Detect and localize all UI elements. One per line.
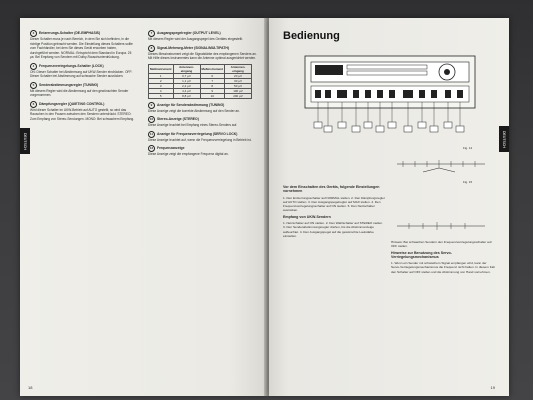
signal-table (148, 64, 252, 99)
section-de-emphasis: 3 Entzerrungs-Schalter (DE-EMPHASIS) Dieser Schalter muss je nach Bereich, in dem Sie sich befinden, in die richtige Position gebracht werden. Die Einstellung dieses Schalters sollte vom Fachhändler, bei dem Sie dieses Gerät erworben haben, durchgeführt werden. NORMAL: Entspricht dem Standard in Europa. 25 µs: Bei Empfang von Sendern mit Dolby-Rauschunterdrückung. (30, 31, 133, 59)
right-column-2: Hinweis: Bei schwachen Sendern den Frequenzverriegelungsschalter auf OFF stellen. Hinweise zur Benutzung des Servo-Verriegelungsmechanismus 1. Wenn ein Sender mit schwachem Signal empfangen wird, kann der Servo-Verriegelungsmechanismus die Frequenz nicht halten. In diesem Fall den Schalter auf OFF stellen und die Abstimmung von Hand vornehmen. (391, 240, 495, 274)
section-signal-meter: 8 Signal-Mehrweg-Meter (SIGNAL/MULTIPATH) Dieses Messinstrument zeigt die Signalstärke des empfangenen Senders an. Mit Hilfe dieses Instrumentes kann die Antenne optimal ausgerichtet werden. (148, 45, 257, 60)
left-page (20, 18, 267, 396)
section-tuning-indicator: 9 Anzeige für Senderabstimmung (TUNING) Diese Anzeige zeigt die korrekte Abstimmung auf den Sender an. (148, 102, 240, 113)
left-column-1 (30, 30, 134, 124)
right-language-tab: DEUTSCH (499, 126, 509, 152)
figure-label-1: Fig. 14 (463, 146, 473, 150)
page-title: Bedienung (283, 30, 340, 42)
left-language-tab: DEUTSCH (20, 128, 30, 154)
section-output-level: 7 Ausgangspegelregler (OUTPUT LEVEL) Mit diesem Regler wird der Ausgangspegel des Gerätes eingestellt. (148, 31, 243, 41)
section-servo-lock: 11 Anzeige für Frequenzverriegelung (SERVO LOCK) Diese Anzeige leuchtet auf, wenn die Frequenzverriegelung in Betrieb ist. (148, 131, 252, 142)
section-frequency-display: 12 Frequenzanzeige Diese Anzeige zeigt die empfangene Frequenz digital an. (148, 146, 229, 156)
section-stereo-indicator: 10 Stereo-Anzeige (STEREO) Diese Anzeige leuchtet bei Empfang eines Stereo-Senders auf. (148, 117, 238, 127)
signal-table-header: Meßinstrument Antennen-eingang Meßinstrument Antennen-eingang (149, 64, 252, 73)
left-column-2 (148, 30, 258, 160)
right-column-1: Vor dem Einschalten des Geräts, folgende Einstellungen vornehmen 1. Den Entzerrungsschalter auf NORMAL stellen. 2. Den Dämpfungsregler auf AUTO stellen. 3. Den Ausgangspegelregler auf MAX stellen. 4. Den Frequenzverriegelungsschalter auf ON stellen. 5. Den Netzschalter ausrücken. Empfang von UKW-Sendern 1. Netzschalter auf ON stellen. 2. Den Wahlschalter auf STEREO stellen. 3. Den Senderabstimmungsregler drehen, bis die Abstimmanzeige aufleuchtet. 4. Den Ausgangspegel auf die gewünschte Lautstärke einstellen. (283, 185, 385, 238)
right-page (269, 18, 509, 396)
table-row: 4 4,4 µV 9 100 µV (149, 88, 252, 93)
section-tuning: 5 Senderabstimmungsregler (TUNING) Mit diesem Regler wird die Abstimmung auf den gewünschten Sender vorgenommen. (30, 82, 129, 97)
table-row: 3 2,2 µV 8 50 µV (149, 83, 252, 88)
section-muting: 6 Dämpfungsregler (QUIETING CONTROL) Wird dieser Schalter im UKW-Betrieb auf AUTO gestellt, so wird das Rauschen in den Pausen zwischen den Sendern unterdrückt. STEREO: Zum Empfang von Stereo-Sendungen. MONO: Bei schwachem Empfang. (30, 101, 134, 121)
item-number: 3 (30, 30, 37, 37)
page-number-right: 19 (490, 385, 495, 390)
table-row: 2 1,1 µV 7 30 µV (149, 78, 252, 83)
tuner-front-panel-diagram (285, 52, 481, 146)
tuning-scale-diagram-2 (393, 214, 489, 240)
figure-label-2: Fig. 15 (463, 180, 473, 184)
tuning-scale-diagram-1 (393, 152, 489, 178)
section-frequency-lock: 4 Frequenzverriegelungs-Schalter (LOCK) ON: Dieser Schalter bei Abstimmung auf UKW-Sender eindrücken. OFF: Dieser Schalter bei Abstimmung auf schwache Sender ausrücken. (30, 63, 133, 78)
table-row: 1 0,7 µV 6 20 µV (149, 73, 252, 78)
page-number-left: 18 (28, 385, 33, 390)
table-row: 5 8,8 µV 10 200 µV (149, 93, 252, 98)
